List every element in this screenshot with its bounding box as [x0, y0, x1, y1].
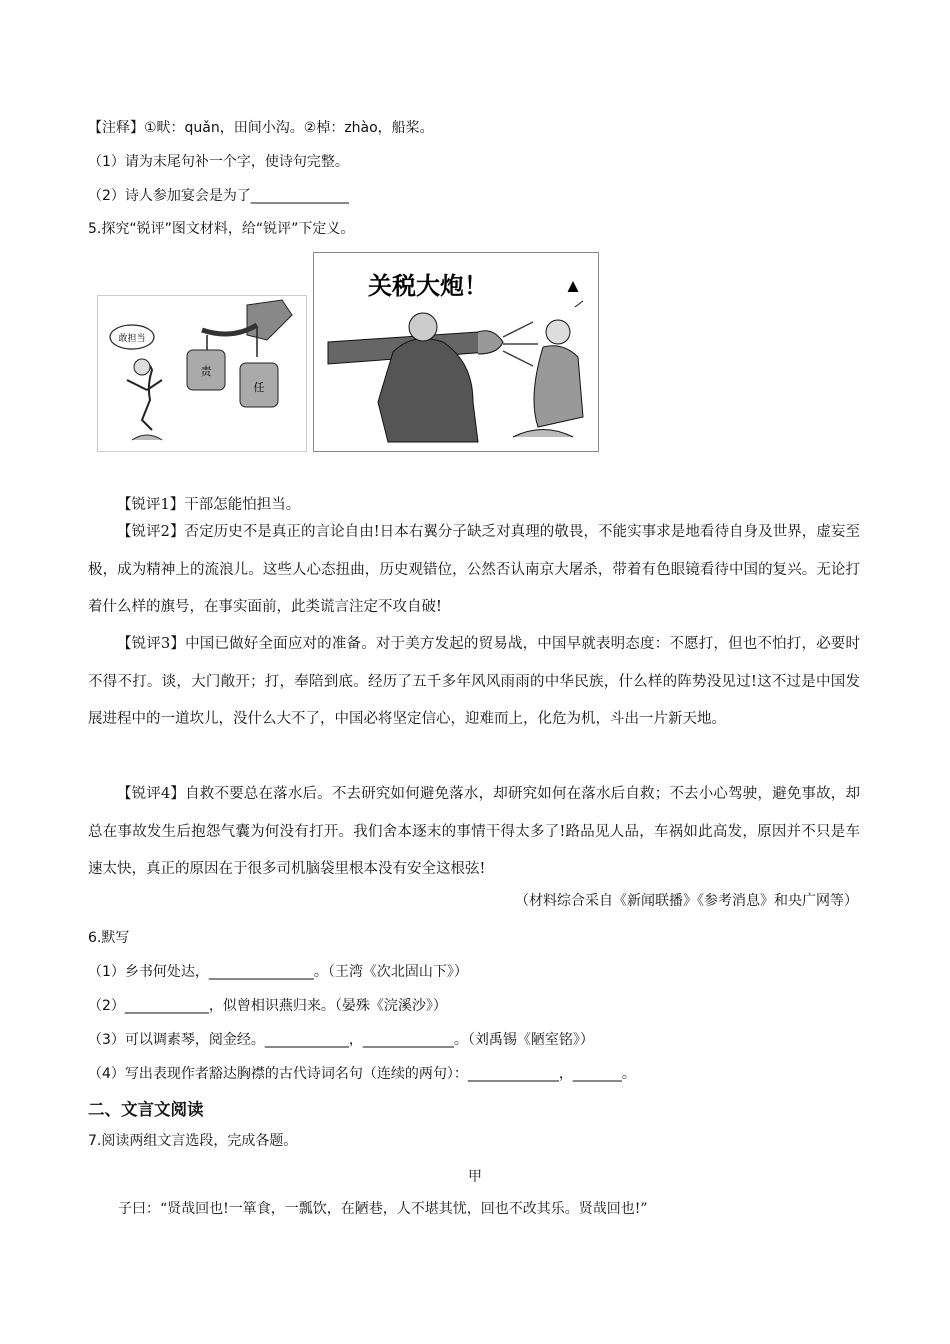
question-6: 6.默写 [88, 930, 130, 946]
section-heading-classical-reading: 二、文言文阅读 [88, 1100, 204, 1119]
ruiping-2: 【锐评2】否定历史不是真正的言论自由!日本右翼分子缺乏对真理的敬畏，不能实事求是地看待自身及世界，虚妄至极，成为精神上的流浪儿。这些人心态扭曲，历史观错位，公然否认南京大屠杀，带着有色眼镜看待中国的复兴。无论打着什么样的旗号，在事实面前，此类谎言注定不攻自破! [88, 524, 860, 615]
question-6-item-3: （3）可以调素琴，阅金经。____________，_____________。（刘禹锡《陋室铭》） [88, 1032, 594, 1048]
question-4-2: （2）诗人参加宴会是为了______________ [88, 188, 349, 204]
material-source: （材料综合采自《新闻联播》《参考消息》和央广网等） [515, 893, 858, 909]
annotation-note: 【注释】①畎：quǎn，田间小沟。②棹：zhào，船桨。 [88, 120, 434, 136]
passage-jia-quote: 子曰：“贤哉回也!一箪食，一瓢饮，在陋巷，人不堪其忧，回也不改其乐。贤哉回也!” [118, 1201, 648, 1217]
question-7: 7.阅读两组文言选段，完成各题。 [88, 1133, 298, 1149]
cartoon-responsibility [97, 295, 307, 452]
cartoon-tariff-cannon [313, 252, 599, 452]
cartoon-tariff-cannon-drawing [313, 252, 599, 452]
question-6-item-4: （4）写出表现作者豁达胸襟的古代诗词名句（连续的两句）：_____________，_______。 [88, 1066, 636, 1082]
question-5: 5.探究“锐评”图文材料，给“锐评”下定义。 [88, 221, 355, 237]
cartoon-responsibility-drawing [97, 295, 307, 452]
barrel-1-label: 责 [200, 365, 212, 378]
question-4-1: （1）请为末尾句补一个字，使诗句完整。 [88, 154, 349, 170]
ruiping-4: 【锐评4】自救不要总在落水后。不去研究如何避免落水，却研究如何在落水后自救；不去小心驾驶，避免事故，却总在事故发生后抱怨气囊为何没有打开。我们舍本逐末的事情干得太多了!路品见人品，车祸如此高发，原因并不只是车速太快，真正的原因在于很多司机脑袋里根本没有安全这根弦! [88, 786, 860, 877]
ruiping-3: 【锐评3】中国已做好全面应对的准备。对于美方发起的贸易战，中国早就表明态度：不愿打，但也不怕打，必要时不得不打。谈，大门敞开；打，奉陪到底。经历了五千多年风风雨雨的中华民族，什么样的阵势没见过!这不过是中国发展进程中的一道坎儿，没什么大不了，中国必将坚定信心，迎难而上，化危为机，斗出一片新天地。 [88, 636, 860, 727]
cartoon-title: 关税大炮！ [368, 272, 488, 300]
ruiping-1: 【锐评1】干部怎能怕担当。 [117, 497, 301, 513]
barrel-2-label: 任 [253, 381, 265, 394]
question-6-item-1: （1）乡书何处达，_______________。（王湾《次北固山下》） [88, 964, 468, 980]
passage-label-jia: 甲 [468, 1169, 482, 1185]
bubble-text: 敢担当 [118, 334, 146, 344]
question-6-item-2: （2）____________，似曾相识燕归来。（晏殊《浣溪沙》） [88, 998, 447, 1014]
